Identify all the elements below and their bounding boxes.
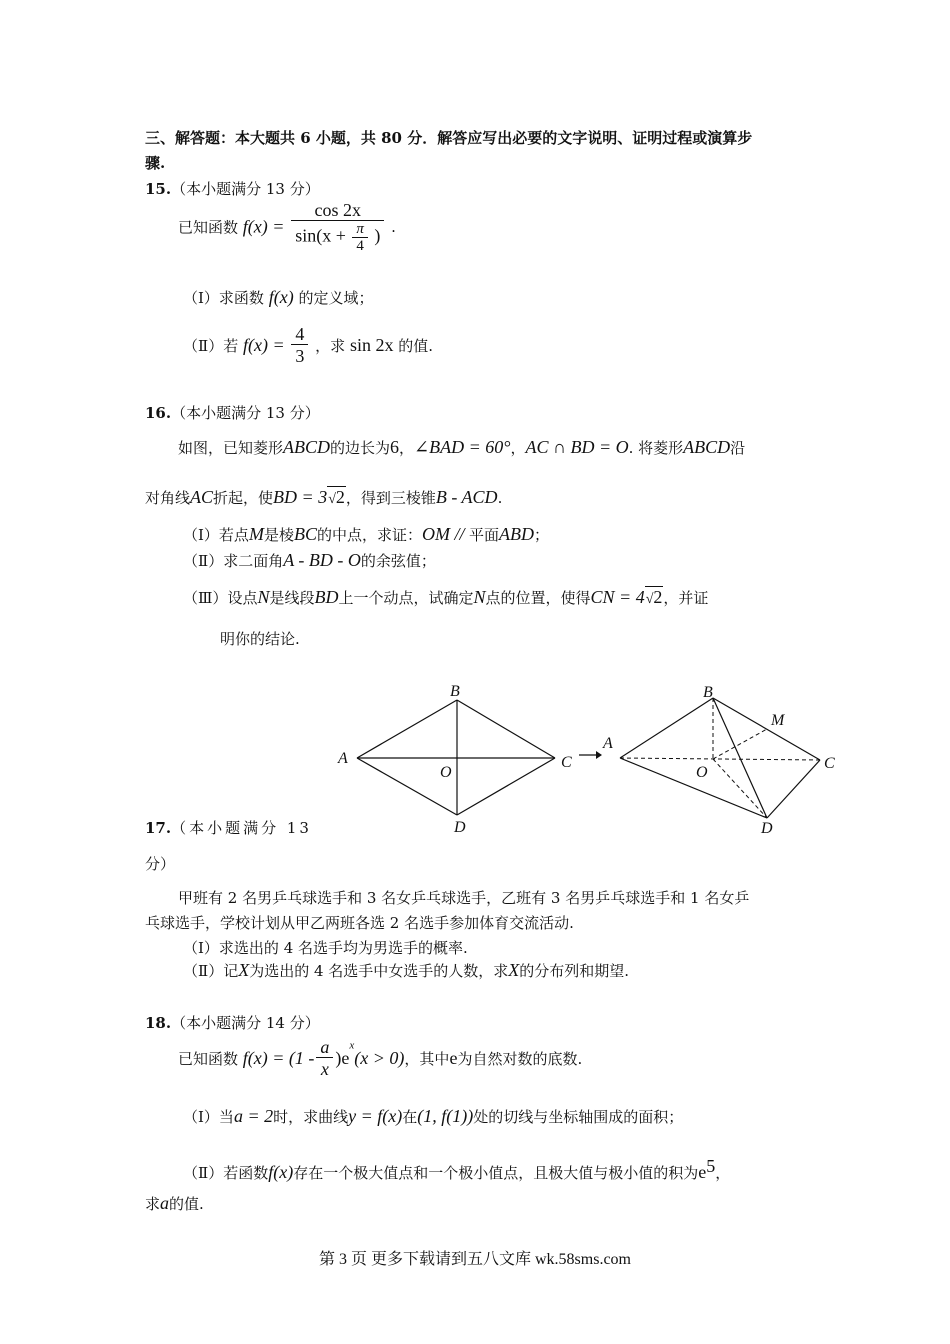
q15-fx: f(x) = bbox=[242, 216, 285, 237]
q18-fraction bbox=[316, 1037, 333, 1080]
q16-l1-inter: AC ∩ BD = O bbox=[525, 437, 629, 457]
hidden-ac bbox=[620, 758, 820, 760]
q18-p2-b: 存在一个极大值点和一个极小值点，且极大值与极小值的积为 bbox=[293, 1164, 699, 1182]
q16-p1-m: M bbox=[248, 524, 264, 544]
q16-l2-c: ，得到三棱锥 bbox=[345, 489, 436, 507]
q17-p2-b: 为选出的 4 名选手中女选手的人数，求 bbox=[249, 962, 509, 980]
q18-l1-fx: f(x) = (1 - bbox=[242, 1048, 315, 1068]
q18-p2-a: （Ⅱ）若函数 bbox=[183, 1164, 269, 1182]
q16-p3-sqrt: √2 bbox=[645, 587, 663, 607]
q16-p3-n2: N bbox=[473, 587, 486, 607]
hidden-om bbox=[713, 729, 767, 759]
label-A: A bbox=[338, 750, 348, 767]
q16-p3-e: ，并证 bbox=[663, 589, 709, 607]
section-heading-line2: 骤. bbox=[145, 154, 166, 172]
q16-line2 bbox=[145, 487, 502, 508]
label-D: D bbox=[454, 819, 466, 836]
q15-p2-end: 的值. bbox=[398, 337, 434, 355]
q16-p3-n: N bbox=[257, 587, 270, 607]
flat-rhombus bbox=[337, 683, 572, 836]
q16-line1 bbox=[178, 437, 745, 458]
q16-l1-six: 6 bbox=[390, 437, 400, 457]
q16-p1-c: 的中点，求证： bbox=[316, 526, 422, 544]
q15-intro: 已知函数 bbox=[178, 218, 239, 237]
q16-l1-abcd: ABCD bbox=[283, 437, 331, 457]
q18-part1 bbox=[183, 1106, 683, 1127]
hidden-od bbox=[713, 759, 767, 818]
q15-header bbox=[145, 178, 320, 199]
q16-p3-cn: CN = 4 bbox=[590, 587, 645, 607]
rhombus-figure bbox=[330, 680, 850, 840]
q18-p2-a2: a bbox=[160, 1193, 170, 1213]
q18-line1 bbox=[178, 1037, 582, 1080]
q16-p2-angle: A - BD - O bbox=[283, 550, 361, 570]
q17-points-a: （本小题满分 13 bbox=[171, 819, 312, 837]
q15-pi: π bbox=[352, 221, 368, 238]
q15-part1 bbox=[183, 287, 374, 308]
q15-fraction bbox=[291, 200, 384, 254]
q16-p1-om: OM // bbox=[421, 524, 469, 544]
q18-p1-curve: y = f(x) bbox=[348, 1106, 403, 1126]
q16-part3 bbox=[183, 587, 708, 608]
q17-line1: 甲班有 2 名男乒乓球选手和 3 名女乒乓球选手，乙班有 3 名男乒乓球选手和 1 名女乒 bbox=[178, 889, 750, 907]
q18-p2-sup: 5 bbox=[706, 1156, 716, 1176]
q15-den-right: ) bbox=[374, 225, 381, 246]
page-footer: 第 3 页 更多下载请到五八文库 wk.58sms.com bbox=[318, 1251, 631, 1268]
label-O: O bbox=[440, 764, 452, 781]
q16-part3-cont: 明你的结论. bbox=[220, 630, 300, 648]
q15-numerator: cos 2x bbox=[291, 200, 384, 221]
q15-p2-label: （Ⅱ）若 bbox=[183, 337, 239, 355]
q16-l2-d: . bbox=[497, 489, 503, 507]
q16-part1 bbox=[183, 524, 549, 545]
q17-p2-a: （Ⅱ）记 bbox=[183, 962, 239, 980]
q18-l1-sup: x bbox=[349, 1039, 355, 1052]
edge-bd-3d bbox=[713, 698, 767, 818]
q16-p1-d: 平面 bbox=[468, 526, 499, 544]
q15-p1-label: （Ⅰ）求函数 bbox=[183, 289, 264, 307]
q15-p2-expr: sin 2x bbox=[349, 335, 394, 355]
q18-den: x bbox=[320, 1059, 329, 1079]
edge-bc bbox=[457, 700, 555, 758]
q16-p1-abd: ABD bbox=[499, 524, 534, 544]
q16-p1-bc: BC bbox=[293, 524, 317, 544]
q16-p3-b: 是线段 bbox=[269, 589, 315, 607]
q18-l1-a: 已知函数 bbox=[178, 1050, 239, 1068]
q18-p1-c: 在 bbox=[402, 1108, 418, 1126]
q16-l2-ac: AC bbox=[190, 487, 214, 507]
label-C-3d: C bbox=[824, 755, 835, 772]
label-D-3d: D bbox=[761, 820, 773, 837]
q15-p2-fx: f(x) = bbox=[242, 335, 285, 355]
edge-bc-3d bbox=[713, 698, 820, 760]
q16-l2-b: 折起，使 bbox=[213, 489, 274, 507]
q15-denominator bbox=[291, 221, 384, 254]
q15-period: . bbox=[391, 218, 396, 236]
label-O-3d: O bbox=[696, 764, 708, 781]
q18-p1-pt: (1, f(1)) bbox=[417, 1106, 474, 1126]
q16-l1-b: 的边长为 bbox=[330, 439, 391, 457]
q16-p3-d: 点的位置，使得 bbox=[485, 589, 591, 607]
q16-l1-d: ， bbox=[510, 439, 526, 457]
q16-l2-tet: B - ACD bbox=[435, 487, 498, 507]
q17-p2-c: 的分布列和期望. bbox=[519, 962, 630, 980]
q18-p2-c: ， bbox=[715, 1164, 731, 1182]
q17-number: 17. bbox=[145, 819, 172, 837]
q16-l2-bd: BD = 3 bbox=[273, 487, 328, 507]
q16-number: 16. bbox=[145, 404, 172, 422]
edge-cd-3d bbox=[767, 760, 820, 818]
q17-header bbox=[145, 817, 312, 838]
q18-p1-a: （Ⅰ）当 bbox=[183, 1108, 234, 1126]
q18-l1-exp: )e bbox=[335, 1048, 350, 1068]
q18-part2 bbox=[183, 1156, 730, 1183]
q16-p3-bd: BD bbox=[314, 587, 339, 607]
q16-p1-a: （Ⅰ）若点 bbox=[183, 526, 249, 544]
q15-p1-fx: f(x) bbox=[268, 287, 294, 307]
q18-header bbox=[145, 1012, 320, 1033]
q16-l1-angle: ∠BAD = 60° bbox=[414, 437, 511, 457]
q17-points-b: 分） bbox=[145, 855, 176, 873]
q17-p2-x: X bbox=[238, 960, 250, 980]
q16-l2-sqrt: √2 bbox=[328, 487, 345, 507]
q16-l1-e: . 将菱形 bbox=[628, 439, 684, 457]
q17-part2 bbox=[183, 960, 629, 981]
q15-points: （本小题满分 13 分） bbox=[171, 180, 320, 198]
section-heading-line1: 三、解答题：本大题共 6 小题，共 80 分．解答应写出必要的文字说明、证明过程或演算步 bbox=[145, 129, 753, 147]
edge-cd bbox=[457, 758, 555, 815]
q16-l1-a: 如图，已知菱形 bbox=[178, 439, 284, 457]
q15-p2-mid: ，求 bbox=[315, 337, 346, 355]
q18-l1-e: e bbox=[449, 1048, 458, 1068]
q15-den-left: sin(x + bbox=[295, 225, 346, 246]
q16-p3-c: 上一个动点，试确定 bbox=[338, 589, 474, 607]
q18-l1-b: ，其中 bbox=[404, 1050, 450, 1068]
q15-pi-over-4 bbox=[352, 221, 368, 254]
q16-p2-a: （Ⅱ）求二面角 bbox=[183, 552, 284, 570]
folded-tetrahedron bbox=[602, 684, 835, 837]
q17-part1: （Ⅰ）求选出的 4 名选手均为男选手的概率. bbox=[183, 939, 468, 957]
q18-p1-val: a = 2 bbox=[233, 1106, 274, 1126]
label-B: B bbox=[450, 683, 460, 700]
q18-p1-d: 处的切线与坐标轴围成的面积； bbox=[473, 1108, 684, 1126]
q18-l1-c: 为自然对数的底数. bbox=[457, 1050, 583, 1068]
q15-p2-num: 4 bbox=[291, 324, 308, 345]
q16-l2-a: 对角线 bbox=[145, 489, 191, 507]
q18-num: a bbox=[316, 1037, 333, 1058]
q16-l1-abcd2: ABCD bbox=[683, 437, 731, 457]
q16-header bbox=[145, 402, 320, 423]
q15-p2-den: 3 bbox=[295, 346, 305, 366]
q16-part2 bbox=[183, 550, 436, 571]
q15-four: 4 bbox=[356, 238, 364, 254]
q18-p1-b: 时，求曲线 bbox=[273, 1108, 349, 1126]
q16-p3-a: （Ⅲ）设点 bbox=[183, 589, 258, 607]
q16-p2-b: 的余弦值； bbox=[360, 552, 436, 570]
fold-arrow bbox=[579, 751, 602, 759]
q17-line2: 乓球选手，学校计划从甲乙两班各选 2 名选手参加体育交流活动. bbox=[145, 914, 574, 932]
edge-ab bbox=[357, 700, 457, 758]
q18-p2-end: 的值. bbox=[169, 1195, 204, 1213]
q15-number: 15. bbox=[145, 180, 172, 198]
edge-ab-3d bbox=[620, 698, 713, 758]
label-M-3d: M bbox=[771, 712, 785, 729]
q16-points: （本小题满分 13 分） bbox=[171, 404, 320, 422]
q18-number: 18. bbox=[145, 1014, 172, 1032]
q15-part2 bbox=[183, 324, 433, 367]
q18-l1-cond: (x > 0) bbox=[354, 1048, 405, 1068]
q18-points: （本小题满分 14 分） bbox=[171, 1014, 320, 1032]
q15-p1-text: 的定义域； bbox=[298, 289, 374, 307]
q18-part2-cont bbox=[145, 1193, 204, 1214]
q16-p1-b: 是棱 bbox=[263, 526, 294, 544]
q16-l1-c: ， bbox=[399, 439, 415, 457]
label-C: C bbox=[561, 754, 572, 771]
label-A-3d: A bbox=[603, 735, 613, 752]
q15-function-def bbox=[178, 200, 396, 254]
edge-da-3d bbox=[620, 758, 767, 818]
q17-p2-x2: X bbox=[508, 960, 520, 980]
q16-p1-e: ； bbox=[534, 526, 550, 544]
q15-p2-fraction bbox=[291, 324, 308, 367]
q18-p2-e: e bbox=[698, 1162, 707, 1182]
q16-l1-f: 沿 bbox=[730, 439, 746, 457]
label-B-3d: B bbox=[703, 684, 713, 701]
q18-p2-fx: f(x) bbox=[268, 1162, 294, 1182]
q18-p2-d: 求 bbox=[145, 1195, 161, 1213]
